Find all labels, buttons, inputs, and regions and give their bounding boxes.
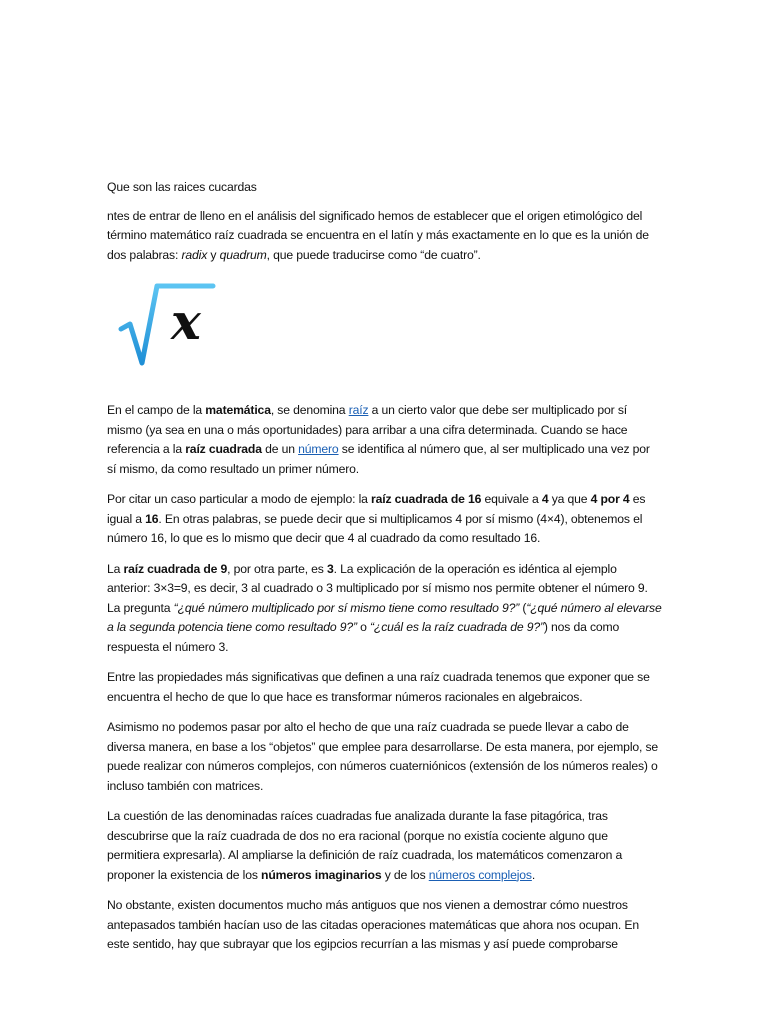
link-numeros-complejos[interactable]: números complejos <box>428 867 532 882</box>
paragraph-objects: Asimismo no podemos pasar por alto el hecho de que una raíz cuadrada se puede llevar a cabo de diversa manera, en base a los “objetos” que emplee para desarrollarse. De esta manera, por ejemplo, se puede realizar con números complejos, con números cuaterniónicos (extensión de los números reales) o incluso también con matrices. <box>107 720 659 793</box>
square-root-icon <box>117 283 217 383</box>
bold-term: 16 <box>145 511 159 526</box>
text-run: ( <box>519 600 527 615</box>
text-run: . En otras palabras, se puede decir que si multiplicamos 4 por sí mismo (4×4), obtenemos el número 16, lo que es lo mismo que decir que 4 al cuadrado da como resultado 16. <box>107 511 643 545</box>
bold-term: 4 <box>541 492 549 506</box>
text-run: y de los <box>381 867 429 882</box>
paragraph-history <box>107 807 662 885</box>
text-run: ya que <box>548 492 591 506</box>
text-run: equivale a <box>481 492 542 506</box>
text-run: En el campo de la <box>107 403 206 417</box>
text-run: y <box>207 247 220 262</box>
bold-term: números imaginarios <box>261 867 382 882</box>
paragraph-example-9 <box>107 560 662 658</box>
text-run: a un cierto valor que debe ser multiplicado por sí mismo (ya sea en una o más oportunidades) para arribar a una cifra determinada. Cuando se hace referencia a la <box>107 403 628 456</box>
paragraph-example-16 <box>107 490 662 549</box>
bold-term: raíz cuadrada de 16 <box>371 492 482 506</box>
italic-question: “¿qué número multiplicado por sí mismo tiene como resultado 9?” <box>173 600 520 615</box>
text-run: se identifica al número que, al ser multiplicado una vez por sí mismo, da como resultado un primer número. <box>107 442 650 476</box>
link-raiz[interactable]: raíz <box>348 403 369 417</box>
paragraph-definition <box>107 401 662 479</box>
bold-term: matemática <box>205 403 271 417</box>
text-run: ) nos da como respuesta el número 3. <box>107 620 620 654</box>
document-body <box>107 178 662 966</box>
square-root-graphic <box>117 283 217 383</box>
text-run: es igual a <box>107 492 646 526</box>
text-run: o <box>356 620 370 634</box>
bold-term: raíz cuadrada de 9 <box>123 561 228 576</box>
italic-quadrum: quadrum <box>219 247 267 262</box>
link-numero[interactable]: número <box>298 442 339 456</box>
bold-term: 4 por 4 <box>590 492 630 506</box>
text-run: , se denomina <box>270 403 349 417</box>
bold-term: raíz cuadrada <box>185 442 262 456</box>
paragraph-etymology <box>107 207 662 266</box>
italic-question: “¿cuál es la raíz cuadrada de 9?” <box>370 620 544 634</box>
text-run: de un <box>261 442 299 456</box>
text-run: . La explicación de la operación es idéntica al ejemplo anterior: 3×3=9, es decir, 3 al cuadrado o 3 multiplicado por sí mismo nos permite obtener el número 9. La pregunta <box>107 561 648 615</box>
formula-variable: x <box>171 292 201 351</box>
paragraph-ancient: No obstante, existen documentos mucho más antiguos que nos vienen a demostrar cómo nuestros antepasados también hacían uso de las citadas operaciones matemáticas que ahora nos ocupan. En este sentido, hay que subrayar que los egipcios recurrían a las mismas y así puede comprobarse <box>107 898 639 951</box>
text-run: , por otra parte, es <box>227 561 327 576</box>
bold-term: 3 <box>326 561 334 576</box>
text-run: Por citar un caso particular a modo de ejemplo: la <box>107 492 371 506</box>
italic-question: “¿qué número al elevarse a la segunda potencia tiene como resultado 9?” <box>107 600 662 634</box>
text-run: . <box>531 867 536 882</box>
text-run: La cuestión de las denominadas raíces cuadradas fue analizada durante la fase pitagórica, tras descubrirse que la raíz cuadrada de dos no era racional (porque no existía cociente alguno que permitiera expresarla). Al ampliarse la definición de raíz cuadrada, los matemáticos comenzaron a proponer la existencia de los <box>107 809 623 882</box>
text-run: ntes de entrar de lleno en el análisis del significado hemos de establecer que el origen etimológico del término matemático raíz cuadrada se encuentra en el latín y más exactamente en lo que es la unión de dos palabras: <box>107 208 649 262</box>
text-run: La <box>107 561 124 576</box>
document-title: Que son las raices cucardas <box>107 180 257 194</box>
text-run: , que puede traducirse como “de cuatro”. <box>266 247 481 262</box>
italic-radix: radix <box>181 247 208 262</box>
paragraph-properties: Entre las propiedades más significativas que definen a una raíz cuadrada tenemos que exponer que se encuentra el hecho de que lo que hace es transformar números racionales en algebraicos. <box>107 670 650 704</box>
